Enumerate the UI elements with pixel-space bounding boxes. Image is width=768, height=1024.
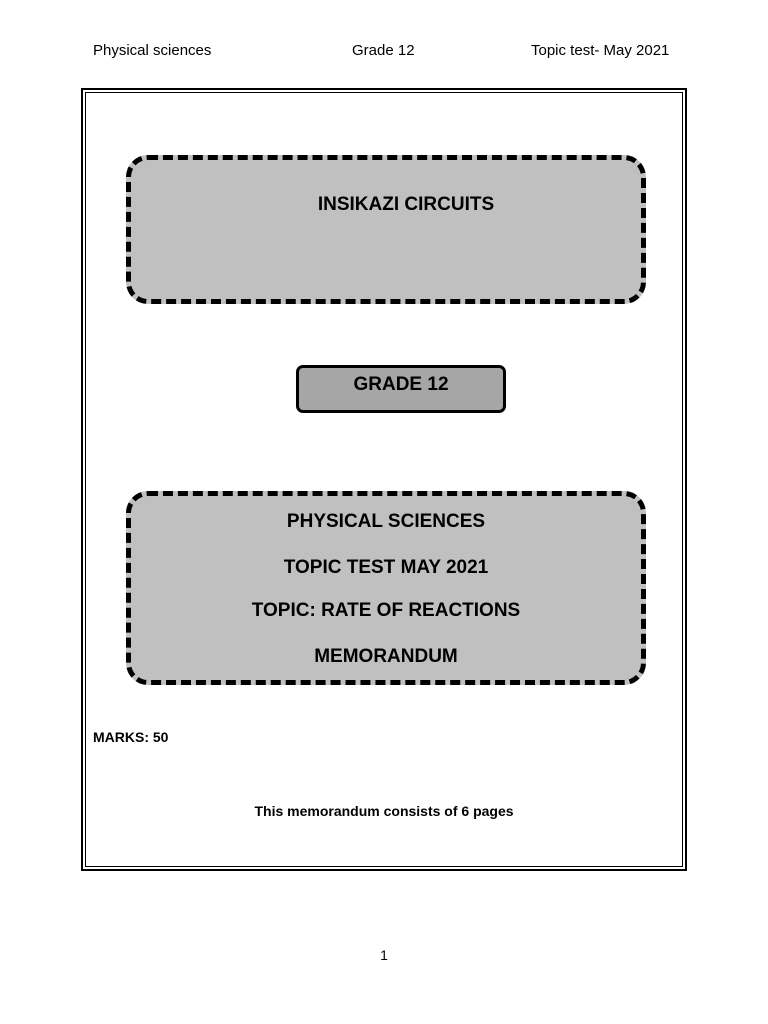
header-grade: Grade 12: [352, 42, 415, 59]
school-name: INSIKAZI CIRCUITS: [317, 194, 495, 215]
header-test: Topic test- May 2021: [531, 42, 670, 59]
title-topic: TOPIC: RATE OF REACTIONS: [251, 600, 521, 621]
title-subject: PHYSICAL SCIENCES: [286, 511, 486, 532]
header-subject: Physical sciences: [93, 42, 212, 59]
school-banner: [126, 155, 646, 304]
page-number: 1: [380, 947, 388, 963]
marks-label: MARKS: 50: [93, 729, 169, 745]
title-memorandum: MEMORANDUM: [314, 646, 458, 667]
title-test: TOPIC TEST MAY 2021: [283, 557, 489, 578]
pages-note: This memorandum consists of 6 pages: [254, 803, 514, 819]
grade-label: GRADE 12: [353, 374, 449, 395]
